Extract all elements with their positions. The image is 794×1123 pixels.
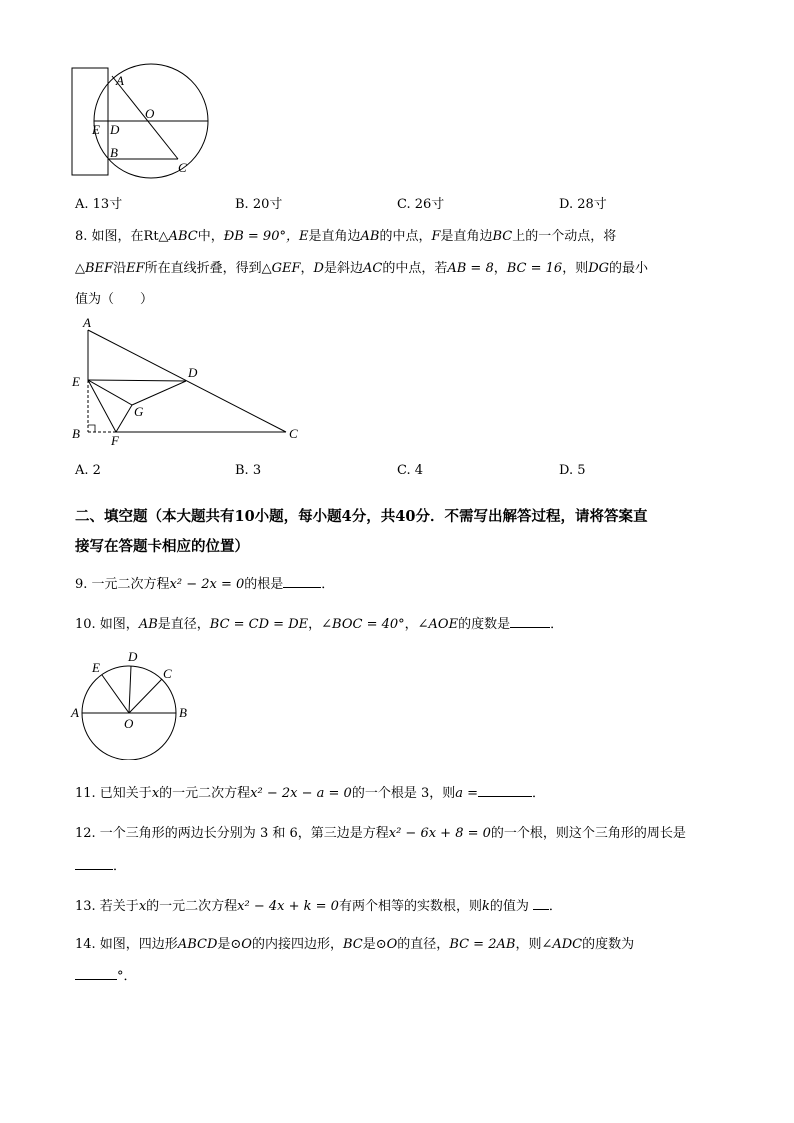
label-a: A xyxy=(83,315,91,330)
q12-line2: ． xyxy=(75,855,126,874)
label-e: E xyxy=(92,660,100,675)
q7-option-a: A. 13寸 xyxy=(75,197,123,212)
q7-option-c: C. 26寸 xyxy=(397,197,445,212)
label-o: O xyxy=(124,716,134,731)
segment-gd xyxy=(132,381,186,405)
figure-q8 xyxy=(68,312,318,447)
segment-ed xyxy=(88,380,186,381)
answer-blank[interactable] xyxy=(478,784,532,797)
answer-blank[interactable] xyxy=(510,615,550,628)
section2-title-line1: 二、填空题（本大题共有10小题，每小题4分，共40分．不需写出解答过程，请将答案直 xyxy=(75,508,648,525)
q12-line1: 12. 一个三角形的两边长分别为 3 和 6，第三边是方程x² − 6x + 8 = 0的一个根，则这个三角形的周长是 xyxy=(75,826,686,841)
label-c: C xyxy=(289,426,298,441)
label-e: E xyxy=(72,374,80,389)
answer-blank[interactable] xyxy=(75,967,117,980)
label-a: A xyxy=(71,705,79,720)
label-b: B xyxy=(72,426,80,441)
label-b: B xyxy=(110,145,118,160)
answer-blank[interactable] xyxy=(75,857,113,870)
q14-line2: °． xyxy=(75,965,137,984)
label-a: A xyxy=(116,73,124,88)
label-g: G xyxy=(134,404,144,419)
answer-blank[interactable] xyxy=(283,575,321,588)
q8-option-c: C. 4 xyxy=(397,463,424,478)
q9: 9. 一元二次方程x² − 2x = 0的根是 ． xyxy=(75,577,335,592)
q8-option-a: A. 2 xyxy=(75,463,101,478)
label-c: C xyxy=(178,160,187,175)
q7-option-b: B. 20寸 xyxy=(235,197,283,212)
label-e: E xyxy=(92,122,100,137)
segment-gf xyxy=(116,405,132,432)
figure-q10 xyxy=(68,648,198,760)
answer-blank[interactable] xyxy=(533,897,549,910)
label-f: F xyxy=(111,433,119,447)
radius-oc xyxy=(129,679,162,713)
figure-q7 xyxy=(68,62,218,180)
right-angle-mark xyxy=(88,425,95,432)
q11: 11. 已知关于x的一元二次方程x² − 2x − a = 0的一个根是 3，则a = ． xyxy=(75,786,546,801)
radius-od xyxy=(129,666,131,713)
label-c: C xyxy=(163,666,172,681)
q7-option-d: D. 28寸 xyxy=(559,197,607,212)
label-d: D xyxy=(110,122,120,137)
q14-line1: 14. 如图，四边形ABCD是⊙O的内接四边形，BC是⊙O的直径，BC = 2AB，则∠ADC的度数为 xyxy=(75,937,635,952)
q8-line3: 值为（ ） xyxy=(75,292,154,307)
q13: 13. 若关于x的一元二次方程x² − 4x + k = 0有两个相等的实数根，则k的值为 ． xyxy=(75,899,562,914)
label-o: O xyxy=(145,106,155,121)
q8-option-b: B. 3 xyxy=(235,463,262,478)
radius-oe xyxy=(102,675,129,713)
label-b: B xyxy=(179,705,187,720)
q8-line2: △BEF沿EF所在直线折叠，得到△GEF，D是斜边AC的中点，若AB = 8，BC = 16，则DG的最小 xyxy=(75,261,649,276)
q10: 10. 如图，AB是直径，BC = CD = DE，∠BOC = 40°，∠AOE的度数是 ． xyxy=(75,617,564,632)
section2-title-line2: 接写在答题卡相应的位置） xyxy=(75,538,249,555)
label-d: D xyxy=(128,649,138,664)
segment-ac xyxy=(88,330,286,432)
q8-line1: 8. 如图，在Rt△ABC中，ÐB = 90°，E是直角边AB的中点，F是直角边BC上的一个动点，将 xyxy=(75,229,617,244)
q8-option-d: D. 5 xyxy=(559,463,586,478)
label-d: D xyxy=(188,365,198,380)
